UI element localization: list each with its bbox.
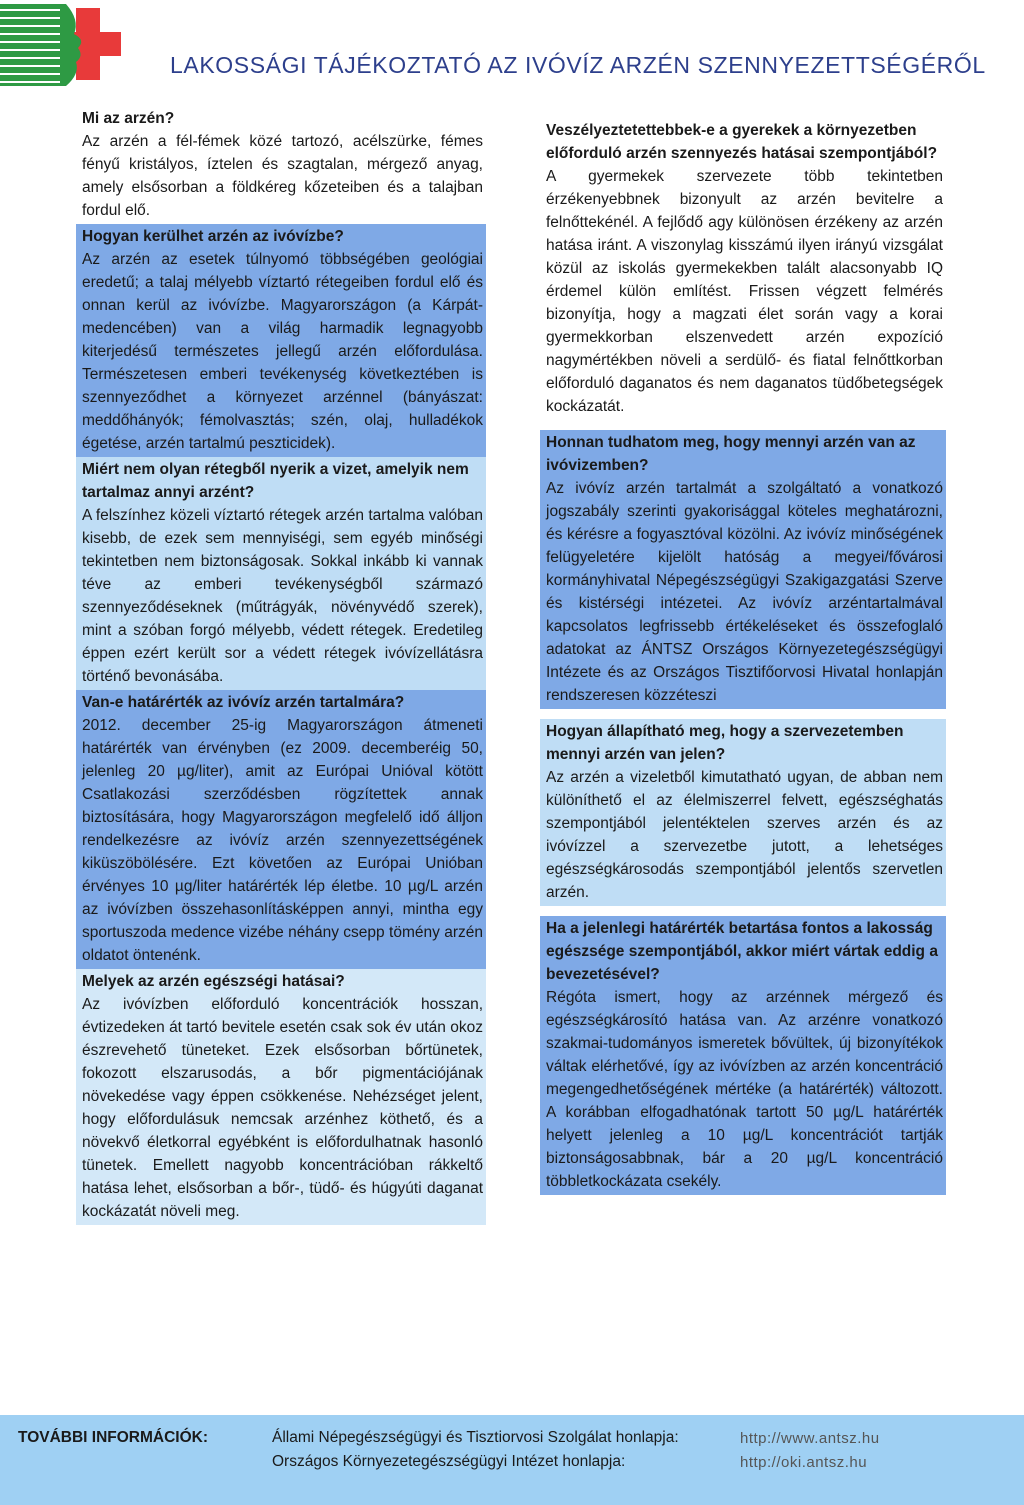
section-question: Ha a jelenlegi határérték betartása fontos a lakosság egészsége szempontjából, akkor miért vártak eddig a bevezetésével? xyxy=(546,920,938,983)
page-title: LAKOSSÁGI TÁJÉKOZTATÓ AZ IVÓVÍZ ARZÉN SZENNYEZETTSÉGÉRŐL xyxy=(170,52,986,78)
section-body-arsenic xyxy=(540,719,946,906)
footer-info-bar xyxy=(0,1415,1024,1505)
section-question: Van-e határérték az ivóvíz arzén tartalmára? xyxy=(82,694,405,711)
section-health-effects xyxy=(76,969,486,1225)
section-how-to-find-out xyxy=(540,430,946,709)
section-answer: Régóta ismert, hogy az arzénnek mérgező és egészségkárosító hatása van. Az arzénre vonatkozó szakmai-tudományos ismeretek bővültek, új bizonyítékok váltak elérhetővé, így az ivóvízben az arzén koncentráció megengedhetőségének mértéke (a határérték) változott. A korábban elfogadhatónak tartott 50 µg/L határérték helyett jelenleg a 10 µg/L koncentrációt tartják biztonságosabbnak, bár a 20 µg/L koncentráció többletkockázata csekély. xyxy=(546,989,943,1190)
oki-link[interactable]: http://oki.antsz.hu xyxy=(740,1454,868,1471)
section-question: Veszélyeztetettebbek-e a gyerekek a környezetben előforduló arzén szennyezés hatásai szempontjából? xyxy=(546,122,938,162)
footer-row-antsz: Állami Népegészségügyi és Tisztiorvosi Szolgálat honlapja: xyxy=(272,1429,679,1446)
section-children-risk xyxy=(540,118,946,420)
section-answer: A gyermekek szervezete több tekintetben érzékenyebbnek bizonyult az arzén bevitelre a felnőttekénél. A fejlődő agy különösen érzékeny az arzén hatása iránt. A viszonylag kisszámú ilyen irányú vizsgálat közül az iskolás gyermekekben talált alacsonyabb IQ érdemel külön említést. Frissen végzett felmérés bizonyítja, hogy a magzati élet során vagy a korai gyermekkorban elszenvedett arzén expozíció nagymértékben növeli a serdülő- és fiatal felnőttkorban előforduló daganatos és nem daganatos tüdőbetegségek kockázatát. xyxy=(546,168,943,415)
right-column xyxy=(540,118,946,1195)
antsz-link[interactable]: http://www.antsz.hu xyxy=(740,1430,880,1447)
section-how-arsenic-gets-into-water xyxy=(76,224,486,457)
section-question: Honnan tudhatom meg, hogy mennyi arzén van az ivóvizemben? xyxy=(546,434,916,474)
section-limit-value xyxy=(76,690,486,969)
section-answer: A felszínhez közeli víztartó rétegek arzén tartalma valóban kisebb, de ezek sem mennyiségi, sem egyéb minőségi tekintetben nem biztonságosak. Sokkal inkább ki vannak téve az emberi tevékenységből származó szennyeződéseknek (műtrágyák, növényvédő szerek), mint a szóban forgó mélyebb, védett rétegek. Eredetileg éppen ezért került sor a védett rétegek ivóvízellátásra történő bevonásába. xyxy=(82,507,483,685)
footer-row-oki: Országos Környezetegészségügyi Intézet honlapja: xyxy=(272,1453,626,1470)
section-question: Hogyan állapítható meg, hogy a szervezetemben mennyi arzén van jelen? xyxy=(546,723,904,763)
section-answer: Az arzén a fél-fémek közé tartozó, acélszürke, fémes fényű kristályos, íztelen és szagtalan, mérgező anyag, amely elsősorban a földkéreg kőzeteiben és a talajban fordul elő. xyxy=(82,133,483,219)
section-answer: 2012. december 25-ig Magyarországon átmeneti határérték van érvényben (ez 2009. decemberéig 50, jelenleg 20 µg/liter), amit az Európai Unióval kötött Csatlakozási szerződésben rögzítettek annak biztosítására, hogy Magyarországon megfelelő idő álljon rendelkezésre az ivóvíz arzén szennyezettségének kiküszöbölésére. Ezt követően az Európai Unióban érvényes 10 µg/liter határérték lép életbe. 10 µg/L arzén az ivóvízben összehasonlításképpen annyi, mintha egy sportuszoda medence vizébe néhány csepp tömény arzén oldatot öntenénk. xyxy=(82,717,483,964)
section-why-waited xyxy=(540,916,946,1195)
left-column xyxy=(76,106,486,1225)
footer-label: TOVÁBBI INFORMÁCIÓK: xyxy=(18,1429,209,1446)
section-answer: Az arzén a vizeletből kimutatható ugyan, de abban nem különíthető el az élelmiszerrel felvett, egészséghatás szempontjából jelentéktelen szerves arzén és az ivóvízzel a szervezetbe jutott, a lehetséges egészségkárosodás szempontjából jelentős szervetlen arzén. xyxy=(546,769,943,901)
section-answer: Az ivóvíz arzén tartalmát a szolgáltató a vonatkozó jogszabály szerinti gyakorisággal köteles meghatározni, és kérésre a fogyasztóval közölni. Az ivóvíz minőségének felügyeletére kijelölt hatóság a megyei/fővárosi kormányhivatal Népegészségügyi Szakigazgatási Szerve és kistérségi intézetei. Az ivóvíz arzéntartalmával kapcsolatos legfrissebb értékeléseket és összefoglaló adatokat az ÁNTSZ Országos Környezetegészségügyi Intézete és az Országos Tisztifőorvosi Hivatal honlapján rendszeresen közzéteszi xyxy=(546,480,943,704)
section-what-is-arsenic xyxy=(76,106,486,224)
section-question: Miért nem olyan rétegből nyerik a vizet, amelyik nem tartalmaz annyi arzént? xyxy=(82,461,469,501)
section-answer: Az arzén az esetek túlnyomó többségében geológiai eredetű; a talaj mélyebb víztartó rétegeiben fordul elő és onnan kerül az ivóvízbe. Magyarországon (a Kárpát-medencében) van a világ harmadik legnagyobb kiterjedésű természetes jellegű arzén előfordulása. Természetesen emberi tevékenység következtében is szennyeződhet a környezet arzénnel (bányászat: meddőhányók; fémolvasztás; szén, olaj, hulladékok égetése, arzén tartalmú peszticidek). xyxy=(82,251,483,452)
section-why-not-other-layer xyxy=(76,457,486,690)
section-answer: Az ivóvízben előforduló koncentrációk hosszan, évtizedeken át tartó bevitele esetén csak sok év után okoz észrevehető tüneteket. Ezek elsősorban bőrtünetek, fokozott elszarusodás, a bőr pigmentációjának növekedése vagy éppen csökkenése. Nehézséget jelent, hogy előfordulásuk nemcsak arzénhez köthető, és a növekvő életkorral egyébként is előfordulhatnak hasonló tünetek. Emellett nagyobb koncentrációban rákkeltő hatása lehet, elsősorban a bőr-, tüdő- és húgyúti daganat kockázatát növeli meg. xyxy=(82,996,483,1220)
section-question: Mi az arzén? xyxy=(82,110,175,127)
face-profile-cross-logo xyxy=(0,0,125,90)
section-question: Melyek az arzén egészségi hatásai? xyxy=(82,973,345,990)
section-question: Hogyan kerülhet arzén az ivóvízbe? xyxy=(82,228,344,245)
